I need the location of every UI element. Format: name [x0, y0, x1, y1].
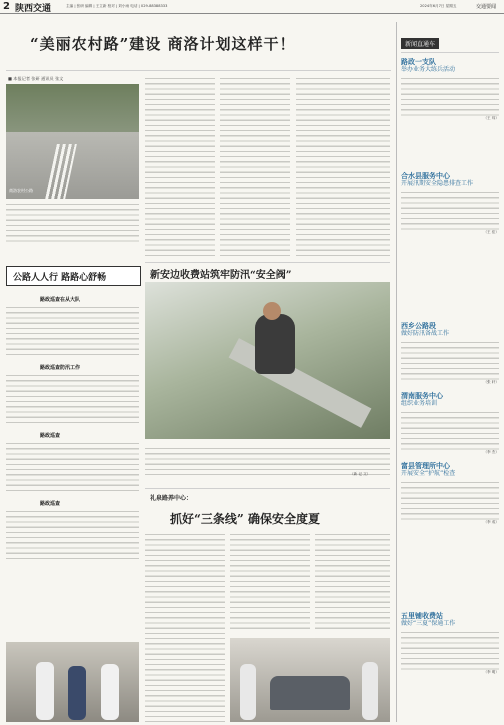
- left-subhead: 路政巡查在从大队: [40, 297, 81, 303]
- brief-subtitle: 开展汛期安全隐患排查工作: [401, 180, 474, 187]
- brief-title: 合水县服务中心: [401, 172, 450, 180]
- brief-subtitle: 做好“三夏”保通工作: [401, 620, 456, 627]
- left-text-block: [6, 509, 139, 563]
- article-col-1: [6, 202, 139, 242]
- brief-subtitle: 开展安全“护航”检查: [401, 470, 456, 477]
- brief-tag: （张 轩）: [483, 380, 499, 384]
- header-corner: 交通要闻: [476, 4, 497, 10]
- brief-tag: （李 杰）: [483, 450, 499, 454]
- brief-tag: （王 玮）: [483, 116, 499, 120]
- brief-body: [401, 76, 499, 116]
- news-brief: [401, 612, 499, 675]
- left-subhead: 路政巡查防汛工作: [40, 365, 81, 371]
- article-col-2: [145, 76, 215, 256]
- brief-body: [401, 190, 499, 230]
- brief-body: [401, 630, 499, 670]
- byline: ■ 本报记者 张研 通讯员 张文: [8, 76, 64, 81]
- header-date: 2024年6月7日 星期五: [420, 4, 457, 8]
- bottom-text-3: [315, 532, 390, 632]
- left-text-block: [6, 305, 139, 359]
- news-brief: [401, 58, 499, 121]
- flood-photo: [145, 282, 390, 439]
- left-subhead: 路政巡查: [40, 433, 61, 439]
- news-brief: [401, 322, 499, 385]
- mid-feature-sign: （新 记 文）: [350, 472, 371, 476]
- news-brief: [401, 392, 499, 455]
- news-brief: [401, 172, 499, 235]
- drain-channel: [229, 338, 372, 428]
- left-section-banner: [6, 266, 141, 286]
- brief-title: 西乡公路段: [401, 322, 436, 330]
- worker-figure: [255, 314, 295, 374]
- brief-title: 五里铺收费站: [401, 612, 443, 620]
- left-subhead: 路政巡查: [40, 501, 61, 507]
- brief-title: 渭南服务中心: [401, 392, 443, 400]
- left-text-block: [6, 373, 139, 427]
- road-photo: [6, 84, 139, 199]
- brief-title: 富县管理所中心: [401, 462, 450, 470]
- worker-head: [263, 302, 281, 320]
- article-col-4: [296, 76, 390, 256]
- brief-subtitle: 举办业务大练兵活动: [401, 66, 456, 73]
- article-col-3: [220, 76, 290, 256]
- column-name: 陕西交通: [15, 4, 52, 14]
- page-header: [0, 0, 504, 14]
- header-meta: 主编 | 张研 编辑 | 王立新 校对 | 刘小雨 电话 | 029-88388333: [66, 4, 168, 8]
- news-brief: [401, 462, 499, 525]
- bottom-kicker: 礼泉路养中心：: [150, 495, 193, 502]
- photo-caption: 商洛农村公路: [9, 188, 33, 193]
- right-column: [396, 22, 501, 722]
- section-banner-text: 公路人人行 路路心舒畅: [13, 273, 107, 283]
- brief-tag: （王 佳）: [483, 230, 499, 234]
- page-title: “美丽农村路”建设 商洛计划这样干！: [30, 35, 296, 53]
- brief-body: [401, 410, 499, 450]
- staff-photo: [6, 642, 139, 722]
- bottom-text-1: [145, 532, 225, 722]
- mid-feature-title: 新安边收费站筑牢防汛“安全阀”: [150, 270, 292, 281]
- brief-subtitle: 组织业务培训: [401, 400, 438, 407]
- left-text-block: [6, 441, 139, 495]
- brief-body: [401, 340, 499, 380]
- brief-tag: （李 成）: [483, 520, 499, 524]
- bottom-text-2: [230, 532, 310, 632]
- briefs-label: 新闻直通车: [401, 38, 439, 49]
- tree-canopy: [6, 84, 139, 136]
- bottom-title: 抓好“三条线” 确保安全度夏: [170, 512, 320, 526]
- page-number: 2: [3, 1, 10, 12]
- brief-tag: （李 明）: [483, 670, 499, 674]
- brief-body: [401, 480, 499, 520]
- brief-subtitle: 做好防汛备战工作: [401, 330, 450, 337]
- vehicle-check-photo: [230, 638, 390, 722]
- brief-title: 路政一支队: [401, 58, 436, 66]
